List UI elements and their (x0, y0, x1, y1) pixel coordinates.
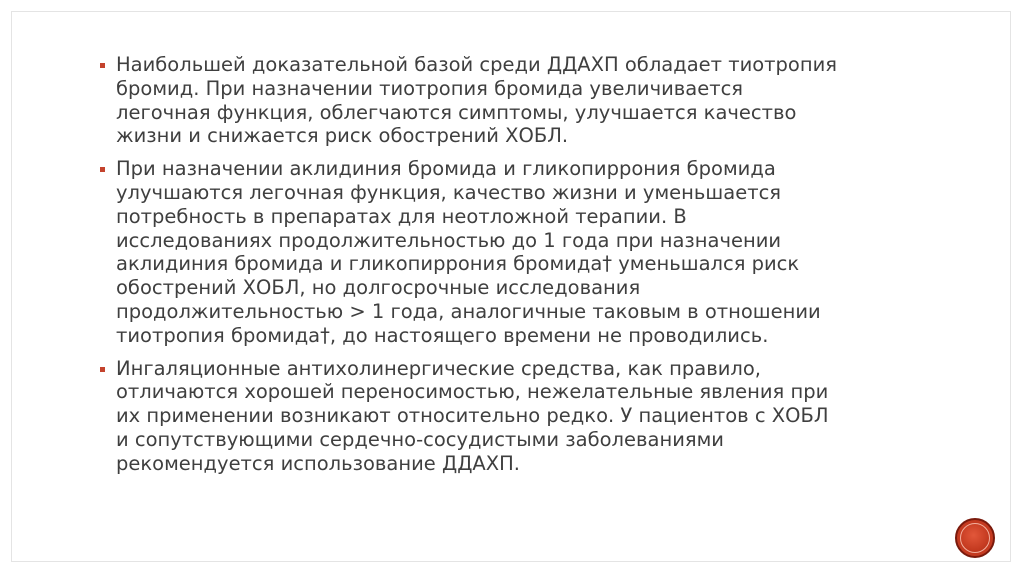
bullet-list (98, 53, 928, 485)
bullet-text: Ингаляционные антихолинергические средства, как правило, отличаются хорошей переносимостью, нежелательные явления при их применении возникают относительно редко. У пациентов с ХОБЛ и сопутствующими сердечно-сосудистыми заболеваниями рекомендуется использование ДДАХП. (116, 356, 829, 475)
circle-button-icon (960, 523, 990, 553)
bullet-square-icon (100, 63, 105, 68)
list-item (98, 357, 928, 476)
bullet-text: Наибольшей доказательной базой среди ДДАХП обладает тиотропия бромид. При назначении тиотропия бромида увеличивается легочная функция, облегчаются симптомы, улучшается качество жизни и снижается риск обострений ХОБЛ. (116, 53, 837, 148)
bullet-square-icon (100, 167, 105, 172)
bullet-square-icon (100, 367, 105, 372)
bullet-text: При назначении аклидиния бромида и гликопиррония бромида улучшаются легочная функция, качество жизни и уменьшается потребность в препаратах для неотложной терапии. В исследованиях продолжительностью до 1 года при назначении аклидиния бромида и гликопиррония бромида† уменьшался риск обострений ХОБЛ, но долгосрочные исследования продолжительностью > 1 года, аналогичные таковым в отношении тиотропия бромида†, до настоящего времени не проводились. (116, 157, 821, 347)
nav-circle-button[interactable] (955, 518, 995, 558)
list-item (98, 157, 928, 347)
list-item (98, 53, 928, 148)
